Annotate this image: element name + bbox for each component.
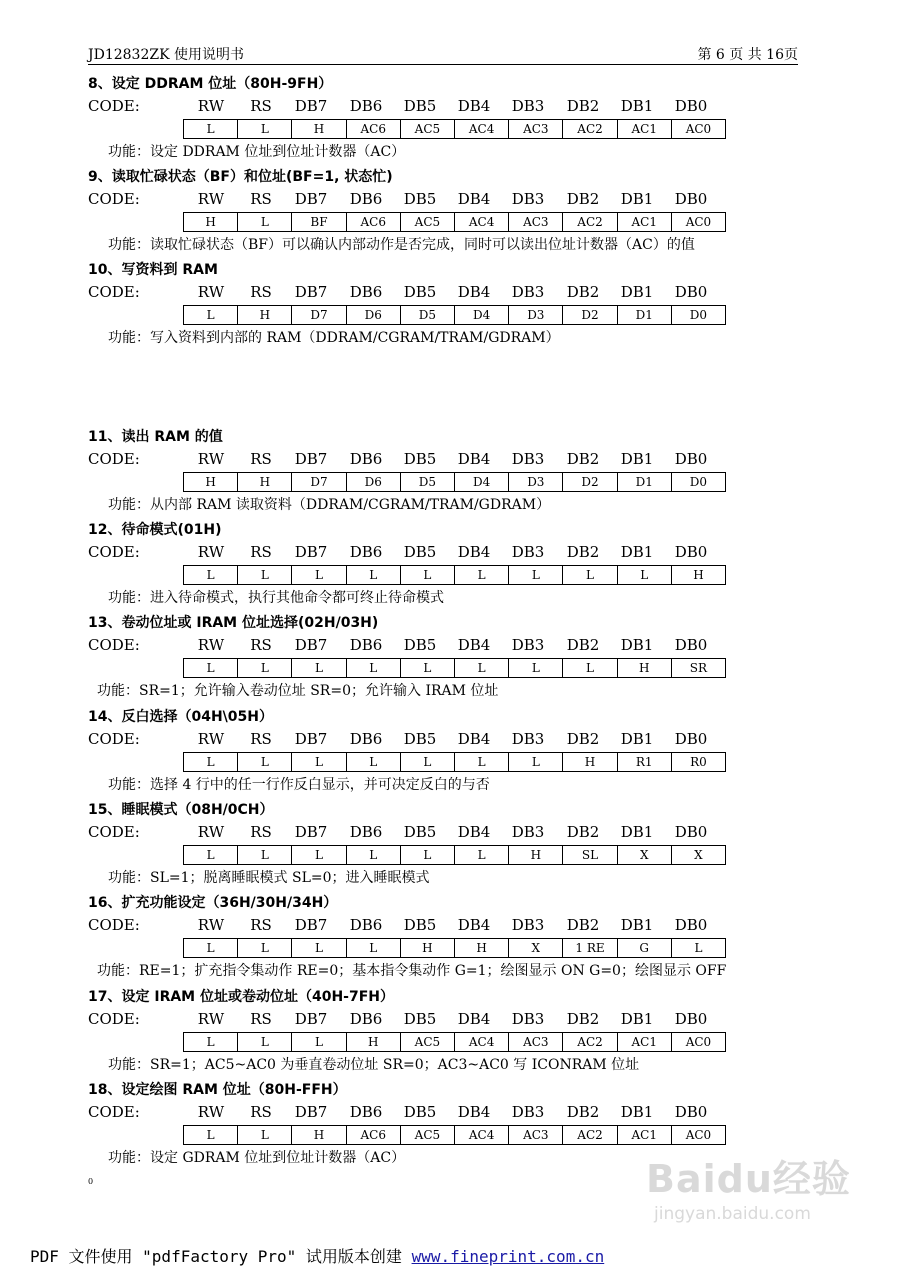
column-header: DB7 (294, 730, 328, 748)
bit-cell: L (562, 566, 616, 584)
column-header: DB4 (457, 543, 491, 561)
baidu-watermark (646, 1148, 856, 1228)
code-label: CODE: (88, 97, 140, 115)
bit-cell: H (237, 473, 291, 491)
bit-cell: X (508, 939, 562, 957)
bit-cell: L (454, 753, 508, 771)
column-header: DB4 (457, 97, 491, 115)
bit-cell: L (206, 1128, 215, 1142)
bit-cell: AC3 (508, 1033, 562, 1051)
column-header: DB7 (294, 916, 328, 934)
column-header: DB1 (620, 1103, 654, 1121)
column-header: RS (250, 283, 272, 301)
function-description: 功能：SR=1；AC5~AC0 为垂直卷动位址 SR=0；AC3~AC0 写 ICONRAM 位址 (108, 1057, 640, 1073)
column-header: DB6 (349, 450, 383, 468)
bit-cell: L (671, 939, 725, 957)
bit-cell: D1 (617, 306, 671, 324)
command-title: 8、设定 DDRAM 位址（80H-9FH） (88, 76, 333, 92)
column-header: RW (197, 543, 225, 561)
column-header: RS (250, 823, 272, 841)
column-header: DB0 (674, 1103, 708, 1121)
bit-value-row (183, 938, 726, 958)
code-label: CODE: (88, 1010, 140, 1028)
bit-cell: D1 (617, 473, 671, 491)
bit-cell: L (206, 941, 215, 955)
command-section (0, 892, 905, 980)
bit-cell: L (237, 1033, 291, 1051)
bit-cell: AC2 (562, 1033, 616, 1051)
column-header: DB5 (403, 1010, 437, 1028)
column-header: DB1 (620, 190, 654, 208)
bit-cell: AC0 (671, 1126, 725, 1144)
column-header: DB7 (294, 97, 328, 115)
bit-cell: D5 (400, 473, 454, 491)
bit-cell: X (671, 846, 725, 864)
column-header: DB3 (511, 1103, 545, 1121)
bit-cell: D6 (346, 473, 400, 491)
bit-cell: H (671, 566, 725, 584)
watermark-logo: Baidu经验 (646, 1157, 851, 1201)
code-header-row (88, 636, 808, 656)
bit-cell: AC3 (508, 1126, 562, 1144)
column-header: DB6 (349, 543, 383, 561)
column-header: RW (197, 823, 225, 841)
column-header: DB0 (674, 190, 708, 208)
bit-cell: L (291, 659, 345, 677)
bit-cell: L (400, 659, 454, 677)
column-header: DB0 (674, 730, 708, 748)
column-header: DB6 (349, 730, 383, 748)
column-header: DB6 (349, 636, 383, 654)
command-title: 17、设定 IRAM 位址或卷动位址（40H-7FH） (88, 989, 395, 1005)
code-label: CODE: (88, 730, 140, 748)
command-title: 12、待命模式(01H) (88, 522, 222, 538)
bit-cell: L (562, 659, 616, 677)
command-section (0, 612, 905, 700)
column-header: DB6 (349, 1103, 383, 1121)
bit-cell: AC6 (346, 1126, 400, 1144)
column-header: DB3 (511, 97, 545, 115)
bit-cell: L (237, 1126, 291, 1144)
column-header: DB0 (674, 450, 708, 468)
bit-cell: L (206, 122, 215, 136)
command-title: 15、睡眠模式（08H/0CH） (88, 802, 274, 818)
code-header-row (88, 1103, 808, 1123)
bit-cell: H (346, 1033, 400, 1051)
bit-cell: AC6 (346, 213, 400, 231)
code-label: CODE: (88, 283, 140, 301)
column-header: DB3 (511, 730, 545, 748)
column-header: DB5 (403, 730, 437, 748)
code-label: CODE: (88, 916, 140, 934)
column-header: DB2 (566, 450, 600, 468)
bit-cell: H (400, 939, 454, 957)
command-section (0, 426, 905, 514)
command-section (0, 519, 905, 607)
pdf-footer (30, 1244, 604, 1267)
bit-cell: L (508, 659, 562, 677)
header-page-number: 第 6 页 共 16页 (697, 47, 798, 63)
command-title: 14、反白选择（04H\05H） (88, 709, 273, 725)
command-section (0, 259, 905, 347)
bit-cell: H (291, 120, 345, 138)
column-header: DB4 (457, 190, 491, 208)
bit-cell: L (346, 846, 400, 864)
column-header: DB3 (511, 543, 545, 561)
column-header: DB0 (674, 636, 708, 654)
bit-cell: AC4 (454, 1033, 508, 1051)
bit-value-row (183, 658, 726, 678)
bit-cell: L (206, 308, 215, 322)
bit-cell: L (206, 568, 215, 582)
bit-cell: X (617, 846, 671, 864)
column-header: DB7 (294, 1103, 328, 1121)
bit-cell: H (237, 306, 291, 324)
bit-cell: D7 (291, 473, 345, 491)
column-header: DB2 (566, 97, 600, 115)
column-header: DB5 (403, 543, 437, 561)
bit-cell: R0 (671, 753, 725, 771)
bit-cell: L (346, 659, 400, 677)
column-header: DB7 (294, 190, 328, 208)
bit-cell: L (346, 566, 400, 584)
bit-cell: D6 (346, 306, 400, 324)
column-header: DB3 (511, 636, 545, 654)
bit-cell: AC0 (671, 1033, 725, 1051)
column-header: DB2 (566, 916, 600, 934)
bit-cell: AC4 (454, 213, 508, 231)
command-section (0, 986, 905, 1074)
column-header: DB4 (457, 823, 491, 841)
bit-cell: AC1 (617, 1126, 671, 1144)
command-section (0, 706, 905, 794)
bit-cell: AC6 (346, 120, 400, 138)
bit-cell: AC4 (454, 120, 508, 138)
column-header: DB2 (566, 190, 600, 208)
column-header: RW (197, 97, 225, 115)
column-header: RW (197, 283, 225, 301)
column-header: DB4 (457, 1010, 491, 1028)
function-description: 功能：写入资料到内部的 RAM（DDRAM/CGRAM/TRAM/GDRAM） (108, 330, 560, 346)
code-header-row (88, 190, 808, 210)
column-header: DB5 (403, 636, 437, 654)
command-section (0, 73, 905, 161)
bit-cell: L (237, 846, 291, 864)
column-header: DB2 (566, 636, 600, 654)
bit-cell: L (454, 846, 508, 864)
bit-cell: L (206, 1035, 215, 1049)
column-header: RW (197, 450, 225, 468)
bit-cell: D3 (508, 306, 562, 324)
column-header: RW (197, 1010, 225, 1028)
code-label: CODE: (88, 190, 140, 208)
bit-cell: AC0 (671, 213, 725, 231)
column-header: DB3 (511, 1010, 545, 1028)
column-header: DB0 (674, 1010, 708, 1028)
column-header: DB0 (674, 97, 708, 115)
column-header: DB5 (403, 1103, 437, 1121)
bit-cell: L (291, 1033, 345, 1051)
column-header: RS (250, 543, 272, 561)
bit-cell: L (206, 661, 215, 675)
bit-cell: AC5 (400, 1033, 454, 1051)
column-header: DB5 (403, 190, 437, 208)
bit-cell: AC2 (562, 213, 616, 231)
bit-cell: L (346, 939, 400, 957)
bit-cell: L (508, 566, 562, 584)
bit-cell: H (205, 215, 216, 229)
bit-cell: AC1 (617, 1033, 671, 1051)
column-header: DB2 (566, 730, 600, 748)
bit-value-row (183, 565, 726, 585)
bit-cell: D2 (562, 473, 616, 491)
bit-cell: L (617, 566, 671, 584)
column-header: RS (250, 97, 272, 115)
bit-cell: H (291, 1126, 345, 1144)
function-description: 功能：SL=1；脱离睡眠模式 SL=0；进入睡眠模式 (108, 870, 430, 886)
column-header: DB2 (566, 823, 600, 841)
column-header: DB5 (403, 823, 437, 841)
column-header: DB5 (403, 916, 437, 934)
column-header: DB3 (511, 823, 545, 841)
bit-cell: D4 (454, 306, 508, 324)
column-header: DB1 (620, 450, 654, 468)
column-header: DB6 (349, 916, 383, 934)
column-header: RS (250, 450, 272, 468)
column-header: DB4 (457, 1103, 491, 1121)
column-header: DB0 (674, 916, 708, 934)
column-header: RW (197, 636, 225, 654)
column-header: DB3 (511, 283, 545, 301)
bit-cell: SR (671, 659, 725, 677)
bit-cell: L (237, 120, 291, 138)
column-header: RS (250, 1103, 272, 1121)
bit-cell: D3 (508, 473, 562, 491)
footer-text: PDF 文件使用 "pdfFactory Pro" 试用版本创建 (30, 1247, 412, 1266)
column-header: DB6 (349, 190, 383, 208)
function-description: 功能：进入待命模式，执行其他命令都可终止待命模式 (108, 590, 444, 606)
bit-cell: L (237, 939, 291, 957)
bit-cell: L (237, 753, 291, 771)
column-header: DB6 (349, 97, 383, 115)
column-header: DB3 (511, 916, 545, 934)
bit-value-row (183, 212, 726, 232)
column-header: DB5 (403, 283, 437, 301)
column-header: DB2 (566, 543, 600, 561)
function-description: 功能：设定 GDRAM 位址到位址计数器（AC） (108, 1150, 406, 1166)
command-title: 16、扩充功能设定（36H/30H/34H） (88, 895, 338, 911)
column-header: DB5 (403, 450, 437, 468)
column-header: DB3 (511, 450, 545, 468)
code-header-row (88, 283, 808, 303)
function-description: 功能：SR=1；允许输入卷动位址 SR=0；允许输入 IRAM 位址 (97, 683, 499, 699)
column-header: DB4 (457, 283, 491, 301)
column-header: DB1 (620, 543, 654, 561)
column-header: DB7 (294, 1010, 328, 1028)
bit-cell: L (454, 566, 508, 584)
column-header: DB2 (566, 1010, 600, 1028)
column-header: DB0 (674, 823, 708, 841)
bit-cell: D4 (454, 473, 508, 491)
bit-value-row (183, 472, 726, 492)
bit-cell: L (237, 659, 291, 677)
bit-cell: L (237, 213, 291, 231)
column-header: DB1 (620, 97, 654, 115)
code-header-row (88, 916, 808, 936)
bit-cell: AC0 (671, 120, 725, 138)
command-title: 11、读出 RAM 的值 (88, 429, 223, 445)
command-title: 10、写资料到 RAM (88, 262, 218, 278)
command-section (0, 166, 905, 254)
bit-cell: AC2 (562, 1126, 616, 1144)
bit-cell: D5 (400, 306, 454, 324)
column-header: DB1 (620, 283, 654, 301)
function-description: 功能：从内部 RAM 读取资料（DDRAM/CGRAM/TRAM/GDRAM） (108, 497, 551, 513)
header-doc-title: JD12832ZK 使用说明书 (88, 47, 245, 63)
bit-cell: L (400, 846, 454, 864)
column-header: RW (197, 916, 225, 934)
code-header-row (88, 543, 808, 563)
code-header-row (88, 730, 808, 750)
bit-cell: H (617, 659, 671, 677)
watermark-url: jingyan.baidu.com (654, 1204, 811, 1224)
code-header-row (88, 823, 808, 843)
column-header: DB6 (349, 283, 383, 301)
column-header: DB1 (620, 916, 654, 934)
bit-cell: L (508, 753, 562, 771)
column-header: DB4 (457, 450, 491, 468)
function-description: 功能：设定 DDRAM 位址到位址计数器（AC） (108, 144, 406, 160)
bit-cell: L (400, 753, 454, 771)
bit-cell: L (346, 753, 400, 771)
bit-value-row (183, 752, 726, 772)
bit-cell: D2 (562, 306, 616, 324)
bit-cell: D0 (671, 306, 725, 324)
command-title: 9、读取忙碌状态（BF）和位址(BF=1, 状态忙) (88, 169, 393, 185)
command-section (0, 799, 905, 887)
column-header: RS (250, 190, 272, 208)
code-label: CODE: (88, 1103, 140, 1121)
bit-value-row (183, 305, 726, 325)
bit-cell: AC5 (400, 120, 454, 138)
tiny-mark: 0 (88, 1177, 94, 1186)
column-header: RW (197, 1103, 225, 1121)
bit-cell: 1 RE (562, 939, 616, 957)
column-header: DB6 (349, 1010, 383, 1028)
bit-cell: BF (291, 213, 345, 231)
function-description: 功能：选择 4 行中的任一行作反白显示，并可决定反白的与否 (108, 777, 490, 793)
column-header: DB1 (620, 823, 654, 841)
bit-cell: AC5 (400, 213, 454, 231)
bit-cell: AC2 (562, 120, 616, 138)
column-header: RS (250, 730, 272, 748)
bit-value-row (183, 845, 726, 865)
column-header: RS (250, 1010, 272, 1028)
column-header: DB4 (457, 730, 491, 748)
column-header: DB2 (566, 1103, 600, 1121)
bit-cell: AC3 (508, 120, 562, 138)
bit-cell: H (205, 475, 216, 489)
column-header: DB0 (674, 543, 708, 561)
column-header: DB7 (294, 543, 328, 561)
bit-cell: L (291, 846, 345, 864)
bit-cell: H (562, 753, 616, 771)
bit-cell: AC1 (617, 213, 671, 231)
column-header: DB4 (457, 916, 491, 934)
bit-cell: SL (562, 846, 616, 864)
column-header: RS (250, 916, 272, 934)
bit-cell: AC4 (454, 1126, 508, 1144)
column-header: DB3 (511, 190, 545, 208)
bit-cell: R1 (617, 753, 671, 771)
bit-value-row (183, 119, 726, 139)
bit-cell: AC1 (617, 120, 671, 138)
bit-cell: L (454, 659, 508, 677)
column-header: DB7 (294, 450, 328, 468)
bit-cell: D7 (291, 306, 345, 324)
bit-cell: L (400, 566, 454, 584)
function-description: 功能：读取忙碌状态（BF）可以确认内部动作是否完成，同时可以读出位址计数器（AC）的值 (108, 237, 695, 253)
column-header: DB7 (294, 283, 328, 301)
command-title: 18、设定绘图 RAM 位址（80H-FFH） (88, 1082, 347, 1098)
code-label: CODE: (88, 450, 140, 468)
code-header-row (88, 1010, 808, 1030)
column-header: RW (197, 190, 225, 208)
column-header: DB1 (620, 1010, 654, 1028)
column-header: RS (250, 636, 272, 654)
bit-cell: D0 (671, 473, 725, 491)
code-header-row (88, 97, 808, 117)
bit-cell: L (206, 848, 215, 862)
function-description: 功能：RE=1；扩充指令集动作 RE=0；基本指令集动作 G=1；绘图显示 ON G=0；绘图显示 OFF (97, 963, 727, 979)
column-header: DB4 (457, 636, 491, 654)
bit-value-row (183, 1125, 726, 1145)
bit-cell: AC3 (508, 213, 562, 231)
footer-link[interactable]: www.fineprint.com.cn (411, 1247, 605, 1266)
bit-cell: L (237, 566, 291, 584)
code-header-row (88, 450, 808, 470)
bit-cell: L (206, 755, 215, 769)
code-label: CODE: (88, 636, 140, 654)
bit-value-row (183, 1032, 726, 1052)
column-header: DB7 (294, 823, 328, 841)
column-header: RW (197, 730, 225, 748)
bit-cell: H (508, 846, 562, 864)
column-header: DB5 (403, 97, 437, 115)
bit-cell: L (291, 753, 345, 771)
code-label: CODE: (88, 823, 140, 841)
column-header: DB1 (620, 636, 654, 654)
bit-cell: G (617, 939, 671, 957)
column-header: DB0 (674, 283, 708, 301)
column-header: DB7 (294, 636, 328, 654)
command-title: 13、卷动位址或 IRAM 位址选择(02H/03H) (88, 615, 379, 631)
bit-cell: H (454, 939, 508, 957)
column-header: DB6 (349, 823, 383, 841)
bit-cell: AC5 (400, 1126, 454, 1144)
column-header: DB1 (620, 730, 654, 748)
bit-cell: L (291, 939, 345, 957)
code-label: CODE: (88, 543, 140, 561)
bit-cell: L (291, 566, 345, 584)
column-header: DB2 (566, 283, 600, 301)
